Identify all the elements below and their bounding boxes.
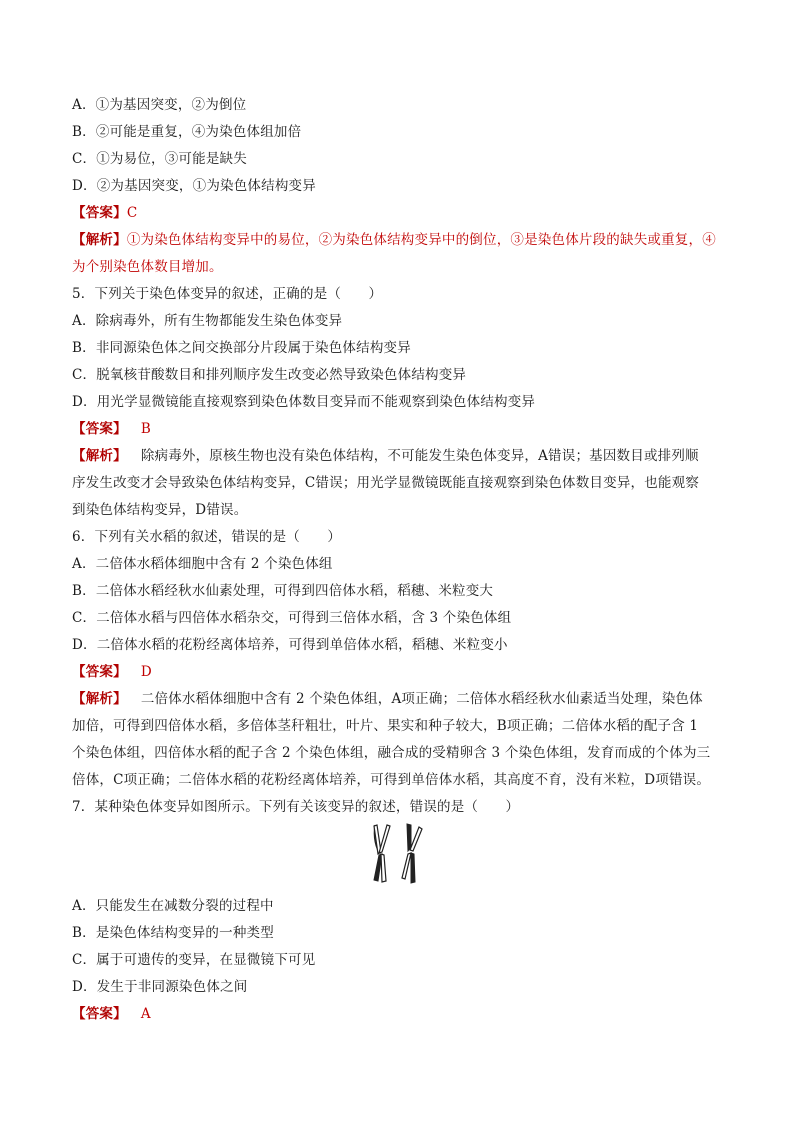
- q5-option-c: C．脱氧核苷酸数目和排列顺序发生改变必然导致染色体结构变异: [72, 367, 467, 383]
- q7-answer-value: A: [140, 1006, 151, 1022]
- q6-option-c: C．二倍体水稻与四倍体水稻杂交，可得到三倍体水稻，含 3 个染色体组: [72, 610, 512, 626]
- q7-option-a: A．只能发生在减数分裂的过程中: [72, 898, 274, 914]
- answer-tag: 【答案】: [72, 664, 127, 680]
- chromosome-right: [402, 824, 422, 883]
- q4-answer-value: C: [126, 205, 138, 221]
- q6-analysis-text-3: 个染色体组，四倍体水稻的配子含 2 个染色体组，融合成的受精卵含 3 个染色体组，发育而成的个体为三: [72, 745, 711, 761]
- q4-option-b: B．②可能是重复，④为染色体组加倍: [72, 124, 302, 140]
- q6-option-a: A．二倍体水稻体细胞中含有 2 个染色体组: [72, 556, 333, 572]
- q6-analysis-text-1: 二倍体水稻体细胞中含有 2 个染色体组，A项正确；二倍体水稻经秋水仙素适当处理，染色体: [140, 691, 703, 707]
- q5-answer: [72, 416, 732, 443]
- answer-tag: 【答案】: [72, 205, 127, 221]
- q5-option-b: B．非同源染色体之间交换部分片段属于染色体结构变异: [72, 340, 411, 356]
- chromosome-pair-illustration: [367, 823, 427, 885]
- q4-option-a: A．①为基因突变，②为倒位: [72, 97, 247, 113]
- q6-stem: 6．下列有关水稻的叙述，错误的是（ ）: [72, 529, 342, 545]
- q5-option-d: D．用光学显微镜能直接观察到染色体数目变异而不能观察到染色体结构变异: [72, 394, 536, 410]
- answer-tag: 【答案】: [72, 421, 127, 437]
- q5-analysis-text-1: 除病毒外，原核生物也没有染色体结构，不可能发生染色体变异，A错误；基因数目或排列顺: [140, 448, 699, 464]
- q5-stem: 5．下列关于染色体变异的叙述，正确的是（ ）: [72, 286, 383, 302]
- q4-answer: [72, 200, 732, 227]
- analysis-tag: 【解析】: [72, 232, 127, 248]
- q5-analysis: [72, 443, 732, 470]
- q5-answer-value: B: [140, 421, 151, 437]
- q6-analysis-text-4: 倍体，C项正确；二倍体水稻的花粉经离体培养，可得到单倍体水稻，其高度不育，没有米粒，D项错误。: [72, 772, 711, 788]
- q6-answer-value: D: [140, 664, 152, 680]
- q6-analysis-text-2: 加倍，可得到四倍体水稻，多倍体茎秆粗壮，叶片、果实和种子较大，B项正确；二倍体水稻的配子含 1: [72, 718, 699, 734]
- q6-option-b: B．二倍体水稻经秋水仙素处理，可得到四倍体水稻，稻穗、米粒变大: [72, 583, 494, 599]
- q4-option-d: D．②为基因突变，①为染色体结构变异: [72, 178, 316, 194]
- q5-analysis-text-3: 到染色体结构变异，D错误。: [72, 502, 248, 518]
- q6-analysis: [72, 686, 732, 713]
- answer-tag: 【答案】: [72, 1006, 127, 1022]
- chromosome-left: [374, 825, 390, 882]
- q6-option-d: D．二倍体水稻的花粉经离体培养，可得到单倍体水稻，稻穗、米粒变小: [72, 637, 508, 653]
- q4-analysis-text-2: 为个别染色体数目增加。: [72, 259, 223, 275]
- q5-option-a: A．除病毒外，所有生物都能发生染色体变异: [72, 313, 343, 329]
- q7-option-b: B．是染色体结构变异的一种类型: [72, 925, 274, 941]
- analysis-tag: 【解析】: [72, 691, 127, 707]
- q6-answer: [72, 659, 732, 686]
- q4-analysis-text-1: ①为染色体结构变异中的易位，②为染色体结构变异中的倒位，③是染色体片段的缺失或重复，④: [126, 232, 716, 248]
- q7-stem: 7．某种染色体变异如图所示。下列有关该变异的叙述，错误的是（ ）: [72, 799, 520, 815]
- q7-option-c: C．属于可遗传的变异，在显微镜下可见: [72, 952, 316, 968]
- chromosome-figure: [72, 823, 732, 889]
- q4-option-c: C．①为易位，③可能是缺失: [72, 151, 247, 167]
- q7-answer: [72, 1001, 732, 1028]
- q7-option-d: D．发生于非同源染色体之间: [72, 979, 248, 995]
- document-page: [72, 92, 732, 1028]
- q5-analysis-text-2: 序发生改变才会导致染色体结构变异，C错误；用光学显微镜既能直接观察到染色体数目变异，也能观察: [72, 475, 700, 491]
- q4-analysis: [72, 227, 732, 254]
- analysis-tag: 【解析】: [72, 448, 127, 464]
